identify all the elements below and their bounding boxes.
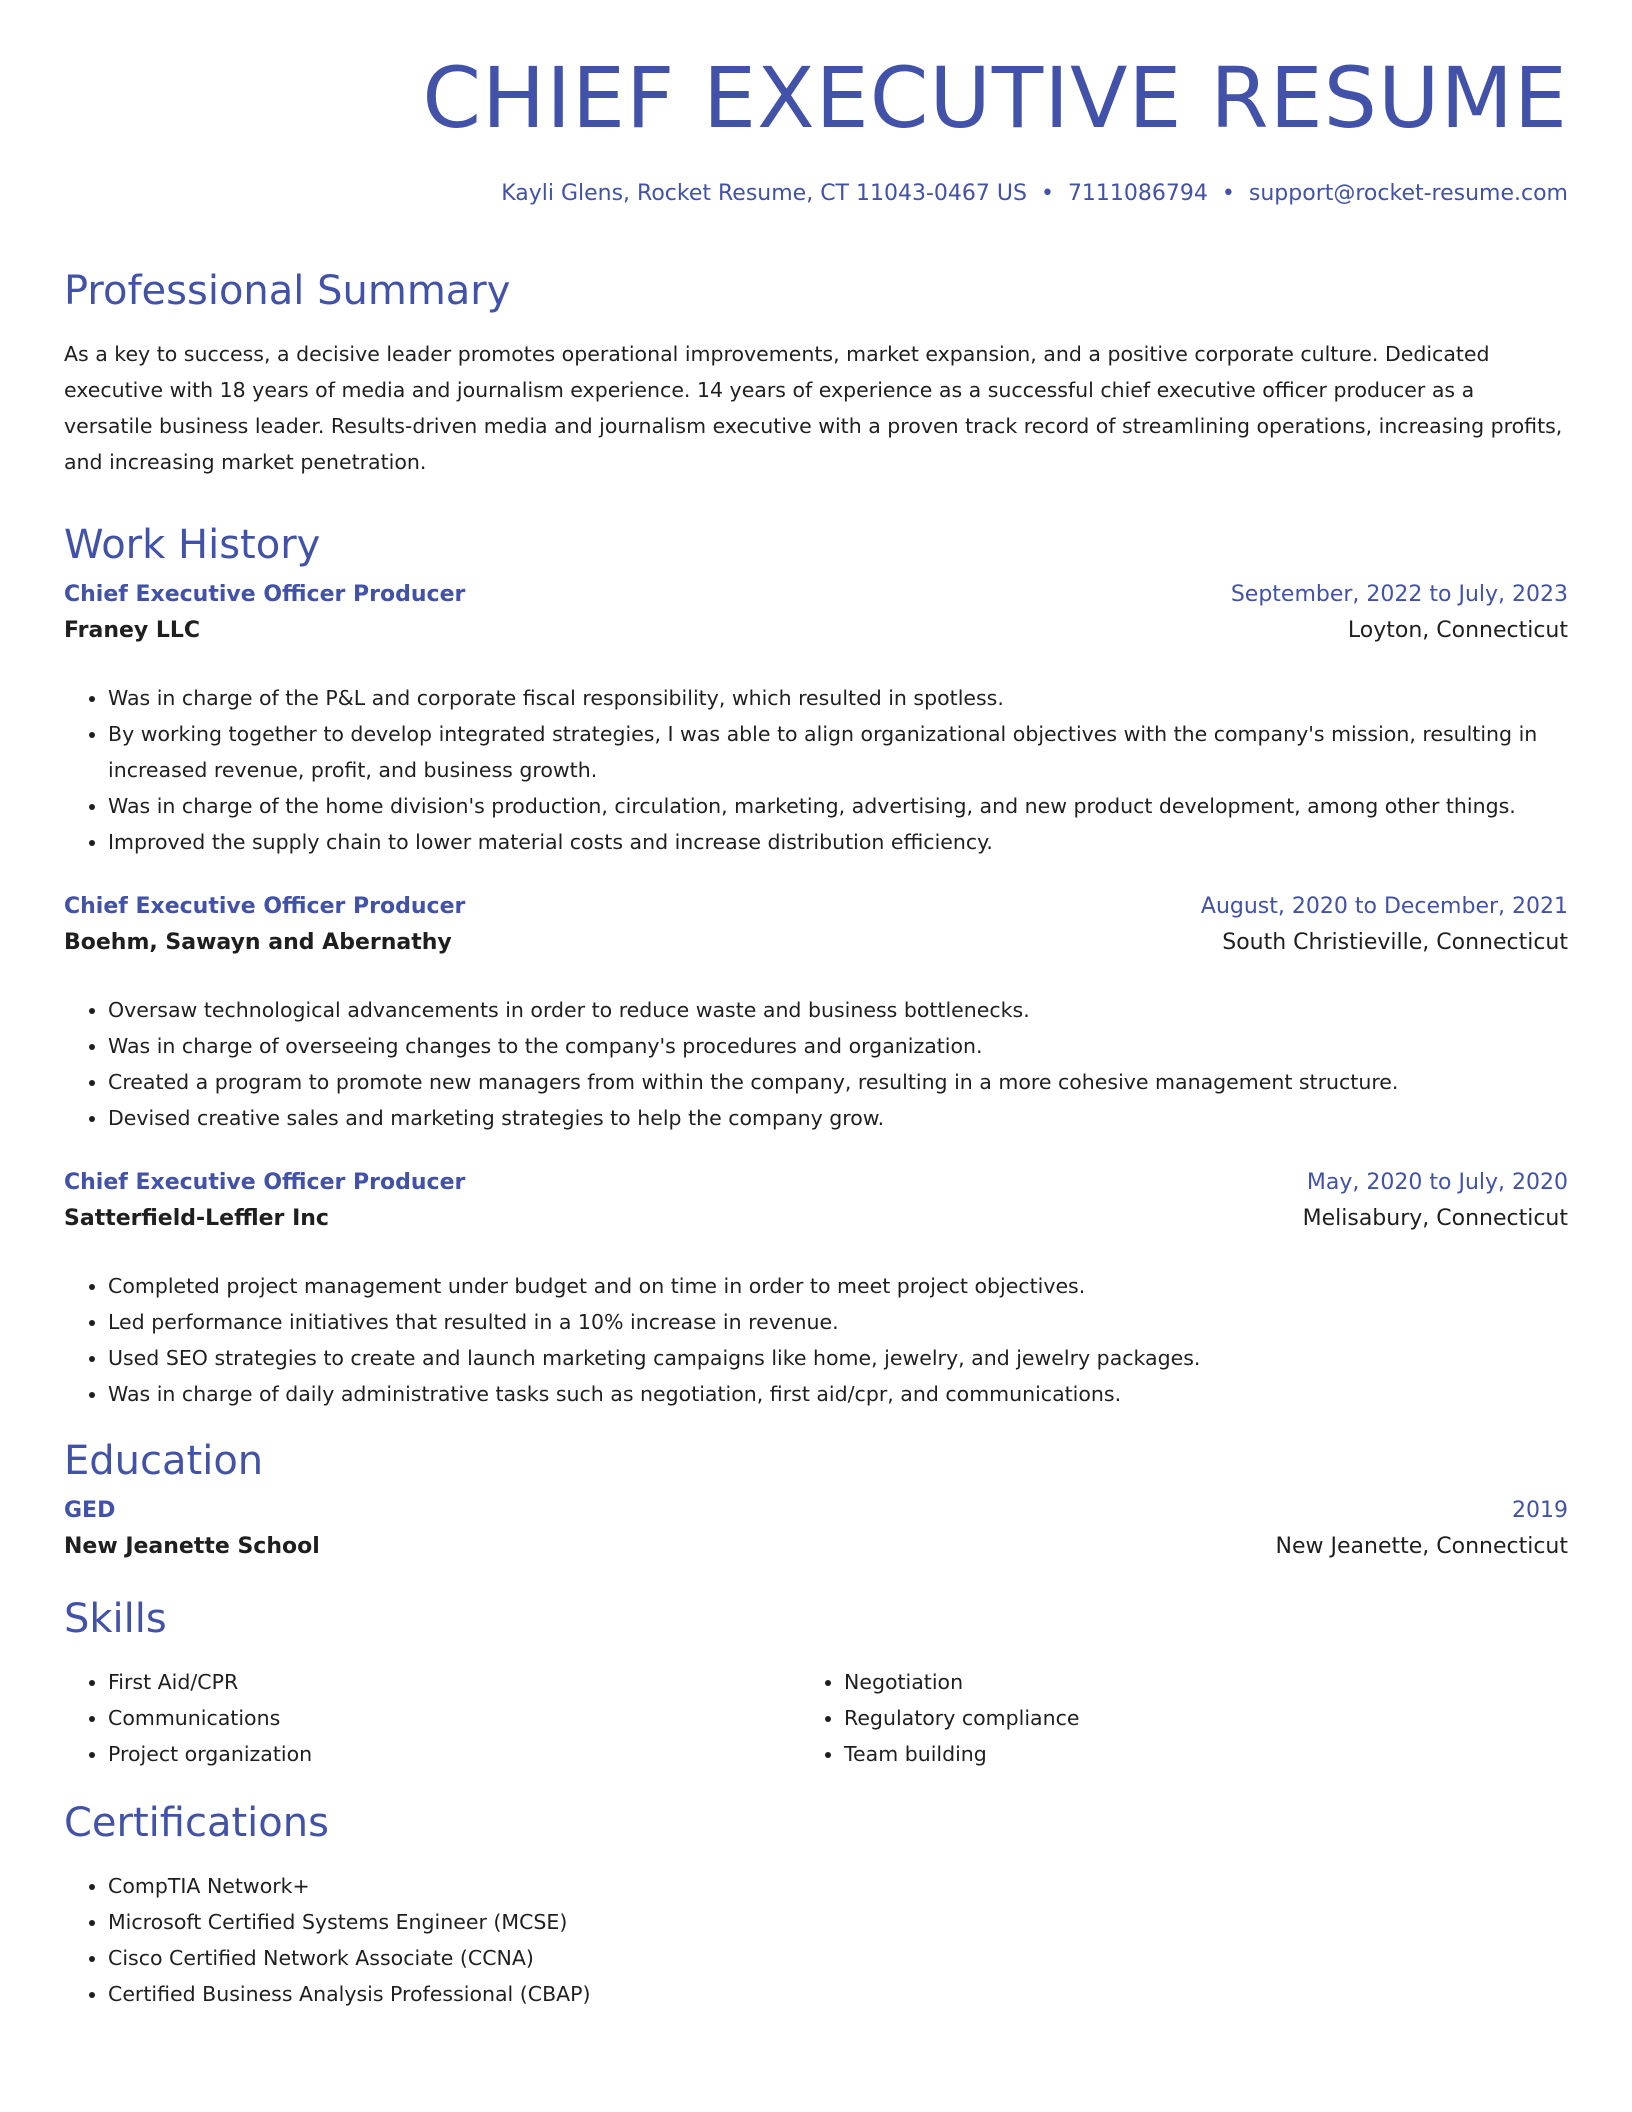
education-entry — [64, 1498, 1568, 1574]
contact-email[interactable]: support@rocket-resume.com — [1248, 180, 1568, 206]
skill-item: • Communications — [108, 1700, 800, 1736]
job-role: Chief Executive Officer Producer — [64, 1169, 466, 1195]
job-company: Boehm, Sawayn and Abernathy — [64, 929, 452, 955]
summary-text: As a key to success, a decisive leader promotes operational improvements, market expansion, and a positive corporate culture. Dedicated executive with 18 years of media and journalism experience. 14 years of experience as a successful chief executive officer producer as a versatile business leader. Results-driven media and journalism executive with a proven track record of streamlining operations, increasing profits, and increasing market penetration. — [64, 341, 1563, 474]
job-bullets — [64, 1268, 1568, 1412]
job-bullets — [64, 992, 1568, 1136]
skill-item: • First Aid/CPR — [108, 1664, 800, 1700]
education-degree: GED — [64, 1497, 116, 1523]
certification-item: • Certified Business Analysis Professional (CBAP) — [108, 1976, 1568, 2012]
list-item: • Was in charge of overseeing changes to the company's procedures and organization. — [108, 1028, 1568, 1064]
list-item: • Completed project management under budget and on time in order to meet project objectives. — [108, 1268, 1568, 1304]
contact-line — [64, 181, 1568, 206]
education-location: New Jeanette, Connecticut — [1275, 1533, 1568, 1559]
job-entry — [64, 1170, 1568, 1412]
list-item: • Was in charge of the home division's production, circulation, marketing, advertising, and new product development, among other things. — [108, 788, 1568, 824]
list-item: • Oversaw technological advancements in order to reduce waste and business bottlenecks. — [108, 992, 1568, 1028]
list-item: • Was in charge of daily administrative tasks such as negotiation, first aid/cpr, and communications. — [108, 1376, 1568, 1412]
job-dates: August, 2020 to December, 2021 — [1200, 893, 1568, 919]
job-entry — [64, 582, 1568, 860]
job-company: Satterfield-Leffler Inc — [64, 1205, 329, 1231]
job-company-row — [64, 618, 1568, 658]
list-item: • Led performance initiatives that resulted in a 10% increase in revenue. — [108, 1304, 1568, 1340]
list-item: • Used SEO strategies to create and launch marketing campaigns like home, jewelry, and jewelry packages. — [108, 1340, 1568, 1376]
section-heading-work-history: Work History — [64, 521, 321, 568]
certification-item: • Cisco Certified Network Associate (CCNA) — [108, 1940, 1568, 1976]
contact-phone: 7111086794 — [1067, 180, 1208, 206]
list-item: • Devised creative sales and marketing strategies to help the company grow. — [108, 1100, 1568, 1136]
job-location: Melisabury, Connecticut — [1302, 1205, 1568, 1231]
section-heading-skills: Skills — [64, 1595, 167, 1642]
job-dates: September, 2022 to July, 2023 — [1230, 581, 1568, 607]
skill-item: • Regulatory compliance — [844, 1700, 1536, 1736]
skill-item: • Negotiation — [844, 1664, 1536, 1700]
list-item: • Was in charge of the P&L and corporate fiscal responsibility, which resulted in spotless. — [108, 680, 1568, 716]
job-role: Chief Executive Officer Producer — [64, 893, 466, 919]
job-company-row — [64, 1206, 1568, 1246]
job-company-row — [64, 930, 1568, 970]
certification-item: • CompTIA Network+ — [108, 1868, 1568, 1904]
certifications-list — [64, 1868, 1568, 2012]
contact-separator: • — [1221, 180, 1235, 206]
job-location: Loyton, Connecticut — [1347, 617, 1568, 643]
education-year: 2019 — [1512, 1497, 1568, 1523]
job-bullets — [64, 680, 1568, 860]
job-entry — [64, 894, 1568, 1136]
list-item: • Created a program to promote new managers from within the company, resulting in a more cohesive management structure. — [108, 1064, 1568, 1100]
contact-separator: • — [1040, 180, 1054, 206]
skills-grid — [64, 1664, 1568, 1772]
resume-title: CHIEF EXECUTIVE RESUME — [422, 49, 1568, 147]
skills-column-left — [64, 1664, 800, 1772]
job-header-row — [64, 1170, 1568, 1206]
section-heading-certifications: Certifications — [64, 1799, 329, 1846]
job-location: South Christieville, Connecticut — [1222, 929, 1568, 955]
contact-address: Kayli Glens, Rocket Resume, CT 11043-0467 US — [501, 180, 1027, 206]
skill-item: • Project organization — [108, 1736, 800, 1772]
job-company: Franey LLC — [64, 617, 201, 643]
list-item: • Improved the supply chain to lower material costs and increase distribution efficiency. — [108, 824, 1568, 860]
certification-item: • Microsoft Certified Systems Engineer (MCSE) — [108, 1904, 1568, 1940]
job-header-row — [64, 894, 1568, 930]
section-heading-education: Education — [64, 1437, 264, 1484]
list-item: • By working together to develop integrated strategies, I was able to align organizational objectives with the company's mission, resulting in increased revenue, profit, and business growth. — [108, 716, 1568, 788]
education-school-row — [64, 1534, 1568, 1574]
section-heading-summary: Professional Summary — [64, 267, 511, 314]
job-header-row — [64, 582, 1568, 618]
skill-item: • Team building — [844, 1736, 1536, 1772]
education-school: New Jeanette School — [64, 1533, 320, 1559]
education-header-row — [64, 1498, 1568, 1534]
job-dates: May, 2020 to July, 2020 — [1306, 1169, 1568, 1195]
job-role: Chief Executive Officer Producer — [64, 581, 466, 607]
skills-column-right — [800, 1664, 1536, 1772]
